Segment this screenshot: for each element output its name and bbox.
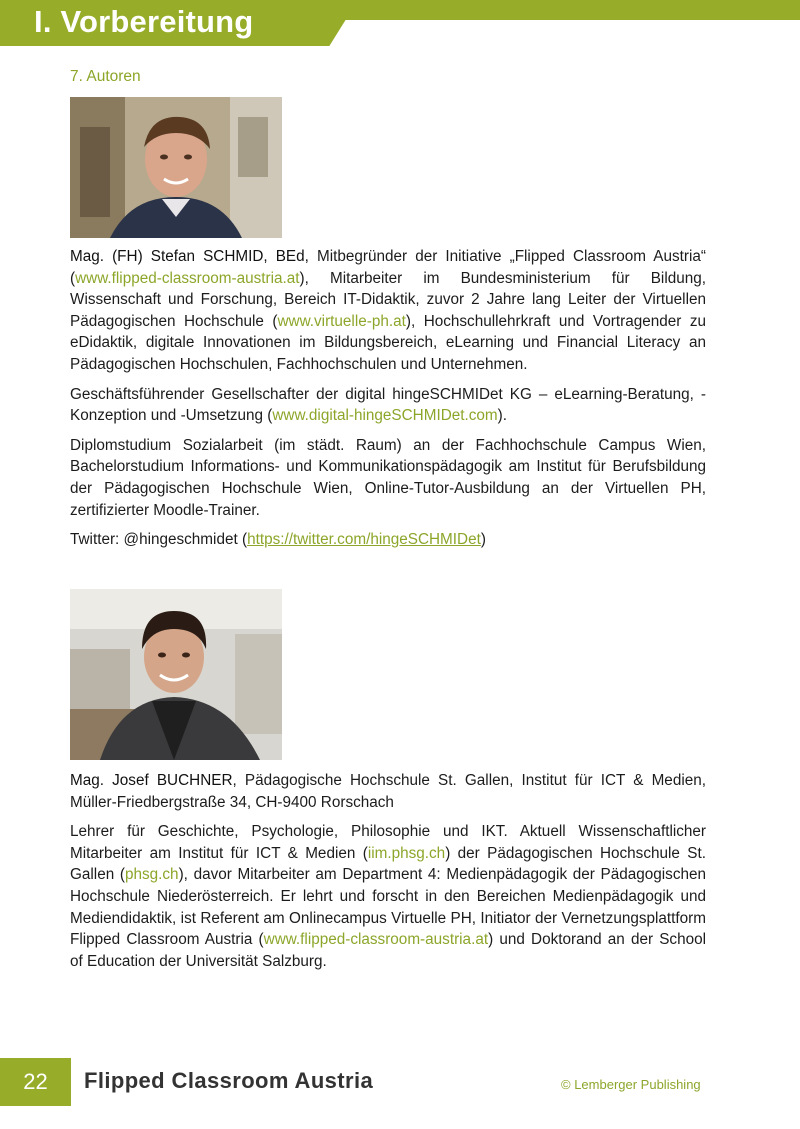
page-number: 22 (0, 1058, 71, 1106)
link-iim-phsg[interactable]: iim.phsg.ch (367, 844, 446, 862)
link-phsg[interactable]: phsg.ch (124, 866, 179, 884)
author-photo-josef-buchner (70, 589, 282, 760)
link-flipped-classroom[interactable]: www.flipped-classroom-austria.at (263, 931, 489, 949)
link-flipped-classroom[interactable]: www.flipped-classroom-austria.at (75, 269, 300, 287)
bio-paragraph: Diplomstudium Sozialarbeit (im städt. Raum) an der Fachhochschule Campus Wien, Bachelorstudium Informations- und Kommunikationspädagogik am Institut für Berufsbildung der Pädagogischen Hochschule Wien, Online-Tutor-Ausbildung an der Virtuellen PH, zertifizierter Moodle-Trainer. (70, 436, 706, 519)
bio-text: Lehrer für Geschichte, Psychologie, Philosophie und IKT. Aktuell Wissenschaftlicher Mitarbeiter am Institut für ICT & Medien ( (70, 823, 706, 862)
link-virtuelle-ph[interactable]: www.virtuelle-ph.at (277, 312, 406, 330)
bio-text: ), Mitarbeiter im Bundesministerium für Bildung, Wissenschaft und Forschung, Bereich IT-Didaktik, zuvor 2 Jahre lang Leiter der Virtuellen Pädagogischen Hochschule ( (70, 269, 706, 330)
bio-paragraph (70, 821, 706, 972)
footer-brand: Flipped Classroom Austria (84, 1068, 374, 1093)
bio-text: ), Hochschullehrkraft und Vortragender zu eDidaktik, digitale Innovationen im Bildungsbereich, eLearning und Financial Literacy an Pädagogischen Hochschulen, Fachhochschulen und Unternehmen. (70, 312, 706, 373)
author-name: Mag. (FH) Stefan SCHMID, BEd, (70, 248, 309, 265)
bio-text: , Pädagogische Hochschule St. Gallen, Institut für ICT & Medien, Müller-Friedbergstraße 34, CH-9400 Rorschach (70, 772, 706, 811)
bio-text: Geschäftsführender Gesellschafter der digital hingeSCHMIDet KG – eLearning-Beratung, -Konzeption und -Umsetzung ( (70, 385, 706, 425)
bio-paragraph (70, 529, 706, 551)
bio-text: ), davor Mitarbeiter am Department 4: Medienpädagogik der Pädagogischen Hochschule Niederösterreich. Er lehrt und forscht in den Bereichen Medienpädagogik und Mediendidaktik, ist Referent am Onlinecampus Virtuelle PH, Initiator der Vernetzungsplattform Flipped Classroom Austria ( (70, 866, 707, 949)
bio-text: Mitbegründer der Initiative „Flipped Classroom Austria“ ( (70, 248, 706, 287)
bio-text: ) (480, 531, 486, 549)
bio-paragraph (70, 246, 706, 376)
link-twitter[interactable]: https://twitter.com/hingeSCHMIDet (247, 531, 481, 549)
bio-text: ) und Doktorand an der School of Education der Universität Salzburg. (70, 931, 706, 970)
bio-paragraph (70, 384, 706, 427)
footer-copyright: © Lemberger Publishing (561, 1077, 701, 1092)
bio-text: Twitter: @hingeschmidet ( (70, 531, 248, 549)
author-bio-josef-buchner (70, 770, 706, 980)
chapter-title: I. Vorbereitung (34, 4, 254, 39)
author-photo-stefan-schmid (70, 97, 282, 238)
author-name: Mag. Josef BUCHNER (70, 772, 233, 789)
bio-text: ) der Pädagogischen Hochschule St. Gallen ( (70, 844, 706, 884)
bio-text: ). (497, 407, 508, 425)
header-accent-line (330, 0, 800, 20)
bio-paragraph (70, 770, 706, 813)
section-heading: 7. Autoren (70, 68, 141, 85)
link-digital-hingeschmidet[interactable]: www.digital-hingeSCHMIDet.com (272, 407, 498, 425)
author-bio-stefan-schmid (70, 246, 706, 559)
